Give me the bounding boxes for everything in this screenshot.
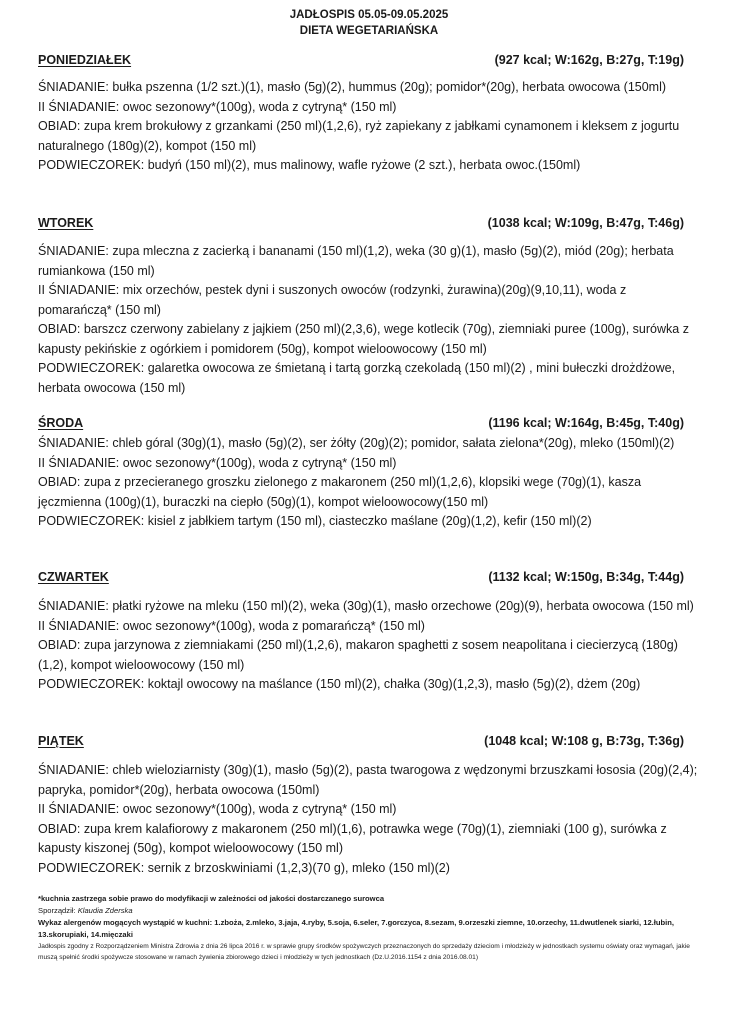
day-section-wednesday xyxy=(38,416,698,532)
menu-title-dates: JADŁOSPIS 05.05-09.05.2025 xyxy=(289,9,449,21)
meal-second-breakfast: II ŚNIADANIE: owoc sezonowy*(100g), woda z cytryną* (150 ml) xyxy=(38,802,397,816)
prepared-by-name: Klaudia Zderska xyxy=(77,906,133,915)
meal-afternoon-snack: PODWIECZOREK: budyń (150 ml)(2), mus malinowy, wafle ryżowe (2 szt.), herbata owoc.(150ml) xyxy=(38,158,581,172)
day-section-thursday xyxy=(38,570,698,695)
day-name: PONIEDZIAŁEK xyxy=(38,53,132,67)
meal-afternoon-snack: PODWIECZOREK: koktajl owocowy na maślance (150 ml)(2), chałka (30g)(1,2,3), masło (5g)(2), dżem (20g) xyxy=(38,677,641,691)
meal-afternoon-snack: PODWIECZOREK: kisiel z jabłkiem tartym (150 ml), ciasteczko maślane (20g)(1,2), kefir (150 ml)(2) xyxy=(38,514,592,528)
day-name: ŚRODA xyxy=(38,416,84,430)
day-name: WTOREK xyxy=(38,216,94,230)
meal-breakfast: ŚNIADANIE: płatki ryżowe na mleku (150 ml)(2), weka (30g)(1), masło orzechowe (20g)(9), herbata owocowa (150 ml) xyxy=(38,599,694,613)
meal-lunch: OBIAD: zupa jarzynowa z ziemniakami (250 ml)(1,2,6), makaron spaghetti z sosem neapolitana i ciecierzycą (180g)(1,2), kompot wieloowocowy (150 ml) xyxy=(38,638,678,672)
meal-lunch: OBIAD: barszcz czerwony zabielany z jajkiem (250 ml)(2,3,6), wege kotlecik (70g), ziemniaki puree (100g), surówka z kapusty pekińskie z ogórkiem i pomidorem (50g), kompot wieloowocowy (150 ml) xyxy=(38,322,689,356)
meal-lunch: OBIAD: zupa krem kalafiorowy z makaronem (250 ml)(1,6), potrawka wege (70g)(1), ziemniaki (100 g), surówka z kapusty kiszonej (50g), kompot wieloowocowy (150 ml) xyxy=(38,821,667,855)
meal-afternoon-snack: PODWIECZOREK: galaretka owocowa ze śmietaną i tartą gorzką czekoladą (150 ml)(2) , mini bułeczki drożdżowe, herbata owocowa (150 ml) xyxy=(38,361,676,395)
meal-breakfast: ŚNIADANIE: chleb wieloziarnisty (30g)(1), masło (5g)(2), pasta twarogowa z wędzonymi brzuszkami łososia (20g)(2,4); papryka, pomidor*(20g), herbata owocowa (150ml) xyxy=(38,763,698,797)
meal-second-breakfast: II ŚNIADANIE: owoc sezonowy*(100g), woda z pomarańczą* (150 ml) xyxy=(38,618,425,633)
day-section-friday xyxy=(38,734,698,878)
meal-afternoon-snack: PODWIECZOREK: sernik z brzoskwiniami (1,2,3)(70 g), mleko (150 ml)(2) xyxy=(38,860,450,875)
day-nutrition: (927 kcal; W:162g, B:27g, T:19g) xyxy=(494,53,684,67)
footer xyxy=(38,893,703,963)
day-nutrition: (1048 kcal; W:108 g, B:73g, T:36g) xyxy=(484,734,684,748)
day-section-monday xyxy=(38,53,698,176)
footer-note: *kuchnia zastrzega sobie prawo do modyfikacji w zależności od jakości dostarczanego surowca xyxy=(38,894,385,903)
allergen-list: Wykaz alergenów mogących wystąpić w kuchni: 1.zboża, 2.mleko, 3.jaja, 4.ryby, 5.soja, 6.seler, 7.gorczyca, 8.sezam, 9.orzeszki ziemne, 10.orzechy, 11.dwutlenek siarki, 12.łubin, 13.skorupiaki, 14.mięczaki xyxy=(38,918,675,939)
meal-second-breakfast: II ŚNIADANIE: mix orzechów, pestek dyni i suszonych owoców (rodzynki, żurawina)(20g)(9,10,11), woda z pomarańczą* (150 ml) xyxy=(38,283,627,317)
menu-title xyxy=(0,7,738,39)
meal-breakfast: ŚNIADANIE: zupa mleczna z zacierką i bananami (150 ml)(1,2), weka (30 g)(1), masło (5g)(2), miód (20g); herbata rumiankowa (150 ml) xyxy=(38,244,674,278)
prepared-by-label: Sporządził: xyxy=(38,906,78,915)
prepared-by xyxy=(38,905,703,917)
meal-second-breakfast: II ŚNIADANIE: owoc sezonowy*(100g), woda z cytryną* (150 ml) xyxy=(38,99,397,114)
day-nutrition: (1038 kcal; W:109g, B:47g, T:46g) xyxy=(487,216,684,230)
day-nutrition: (1132 kcal; W:150g, B:34g, T:44g) xyxy=(488,570,684,584)
meal-second-breakfast: II ŚNIADANIE: owoc sezonowy*(100g), woda z cytryną* (150 ml) xyxy=(38,455,397,470)
day-nutrition: (1196 kcal; W:164g, B:45g, T:40g) xyxy=(488,416,684,430)
day-name: CZWARTEK xyxy=(38,570,109,584)
meal-breakfast: ŚNIADANIE: bułka pszenna (1/2 szt.)(1), masło (5g)(2), hummus (20g); pomidor*(20g), herbata owocowa (150ml) xyxy=(38,80,667,94)
day-section-tuesday xyxy=(38,216,698,398)
legal-note: Jadłospis zgodny z Rozporządzeniem Ministra Zdrowia z dnia 26 lipca 2016 r. w sprawie grupy środków spożywczych przeznaczonych do sprzedaży dzieciom i młodzieży w jednostkach systemu oświaty oraz wymagań, jakie muszą spełnić środki spożywcze stosowane w ramach żywienia zbiorowego dzieci i młodzieży w tych jednostkach (Dz.U.2016.1154 z dnia 2016.08.01) xyxy=(38,943,690,961)
day-name: PIĄTEK xyxy=(38,734,84,748)
menu-title-diet: DIETA WEGETARIAŃSKA xyxy=(299,25,439,37)
meal-lunch: OBIAD: zupa z przecieranego groszku zielonego z makaronem (250 ml)(1,2,6), klopsiki wege (70g)(1), kasza jęczmienna (100g)(1), buraczki na ciepło (50g)(1), kompot wieloowocowy(150 ml) xyxy=(38,475,642,509)
meal-breakfast: ŚNIADANIE: chleb góral (30g)(1), masło (5g)(2), ser żółty (20g)(2); pomidor, sałata zielona*(20g), mleko (150ml)(2) xyxy=(38,436,675,450)
meal-lunch: OBIAD: zupa krem brokułowy z grzankami (250 ml)(1,2,6), ryż zapiekany z jabłkami cynamonem i kleksem z jogurtu naturalnego (180g)(2), kompot (150 ml) xyxy=(38,119,680,153)
